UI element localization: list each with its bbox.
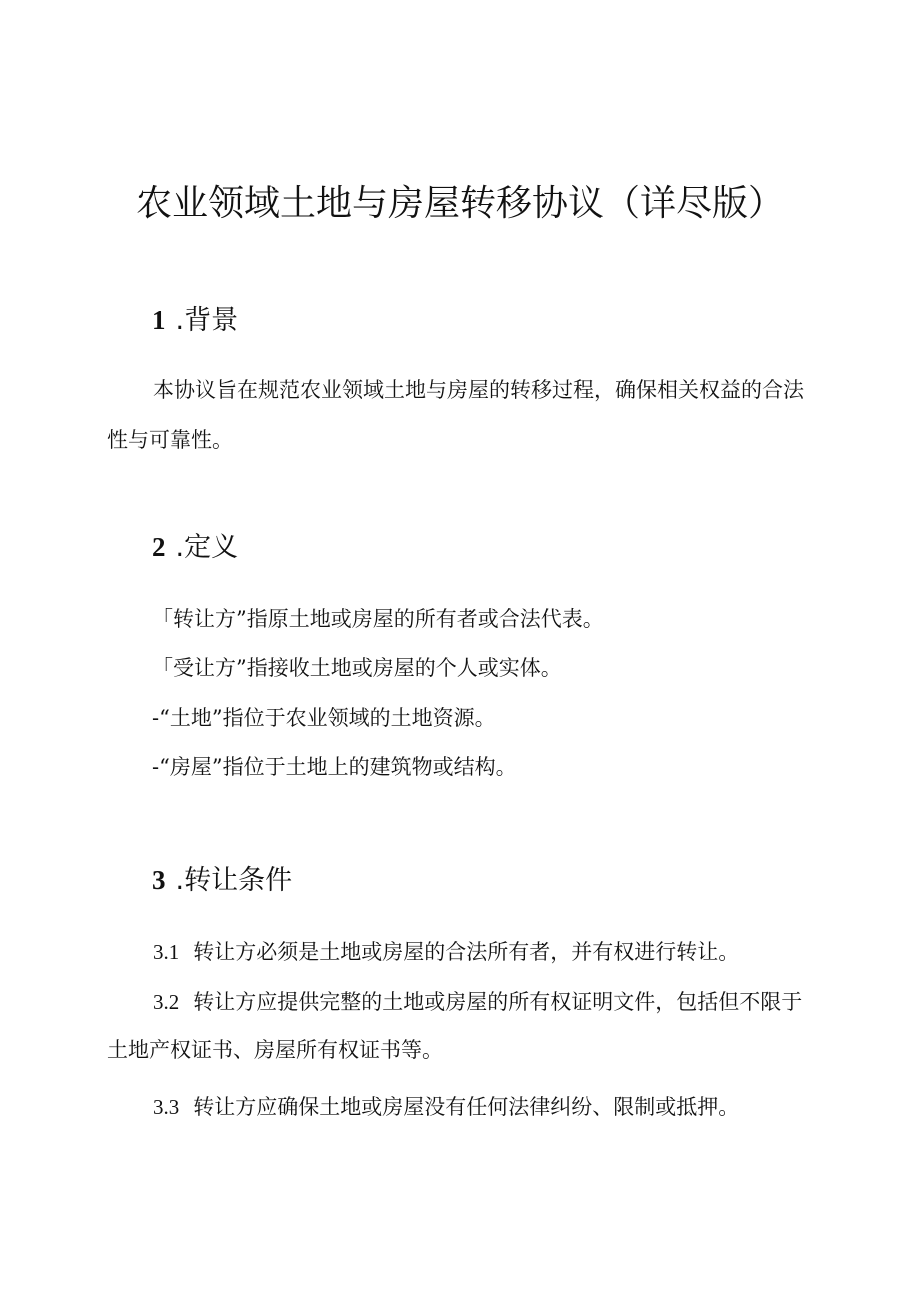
section-number: 1 <box>152 305 166 335</box>
definition-line: 「转让方”指原土地或房屋的所有者或合法代表。 <box>152 607 604 631</box>
section-heading-background <box>152 300 238 341</box>
definition-line: -“房屋”指位于土地上的建筑物或结构。 <box>152 755 517 779</box>
section-number: 3 <box>152 865 166 895</box>
clause-3-2 <box>107 978 807 1074</box>
section-heading-definitions <box>152 527 238 568</box>
section-title: .定义 <box>175 532 239 563</box>
clause-number: 3.3 <box>153 1095 180 1119</box>
section-title: .背景 <box>175 305 239 336</box>
clause-3-1 <box>107 928 807 976</box>
clause-3-3 <box>107 1083 807 1131</box>
background-paragraph: 本协议旨在规范农业领域土地与房屋的转移过程，确保相关权益的合法性与可靠性。 <box>107 378 804 452</box>
definition-line: -“土地”指位于农业领域的土地资源。 <box>152 706 496 730</box>
document-title: 农业领域土地与房屋转移协议（详尽版） <box>135 183 784 224</box>
clause-number: 3.1 <box>153 940 180 964</box>
section-heading-conditions <box>152 860 292 901</box>
section-number: 2 <box>152 532 166 562</box>
section-title: .转让条件 <box>175 865 293 896</box>
clause-text: 转让方必须是土地或房屋的合法所有者，并有权进行转让。 <box>193 940 740 964</box>
clause-text: 转让方应提供完整的土地或房屋的所有权证明文件，包括但不限于土地产权证书、房屋所有权证书等。 <box>107 990 803 1062</box>
definition-line: 「受让方”指接收土地或房屋的个人或实体。 <box>152 656 562 680</box>
clause-text: 转让方应确保土地或房屋没有任何法律纠纷、限制或抵押。 <box>193 1095 740 1119</box>
clause-number: 3.2 <box>153 990 180 1014</box>
